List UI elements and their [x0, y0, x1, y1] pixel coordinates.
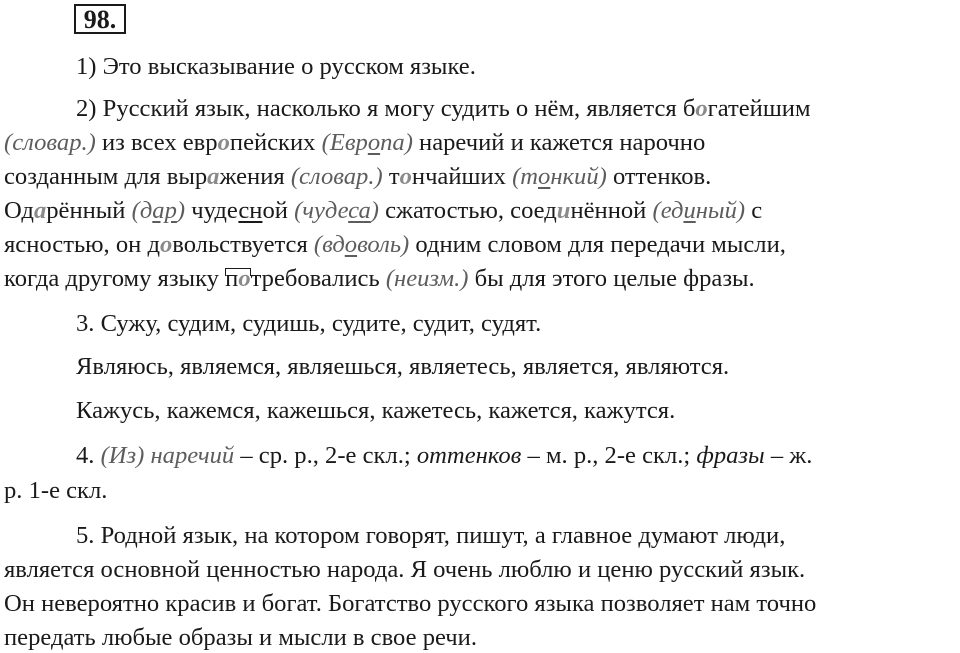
note-part: (ед [652, 197, 684, 224]
word-form: (Из) наречий [100, 442, 235, 469]
check-note [653, 197, 746, 224]
stressed-vowel: о [538, 163, 551, 190]
word-form: оттенков [416, 442, 522, 469]
stressed-vowel: о [344, 231, 358, 258]
highlighted-vowel: а [207, 163, 220, 190]
note-part: ный) [695, 197, 746, 224]
text-segment: наречий и кажется нарочно [412, 129, 706, 156]
text-segment: когда другому языку [4, 265, 226, 292]
text-segment: ой [262, 197, 295, 224]
stressed-vowel: о [367, 129, 381, 156]
answer-3-line-2: Являюсь, являемся, являешься, являетесь, является, являются. [76, 353, 730, 380]
note-part: ) [370, 197, 379, 224]
exercise-number: 98. [74, 4, 126, 34]
highlighted-vowel: о [695, 95, 708, 122]
check-note [512, 163, 607, 190]
text-segment: 4. [76, 442, 101, 469]
text-segment: нённой [570, 197, 653, 224]
text-segment: рённый [46, 197, 132, 224]
text-segment: вольствуется [172, 231, 314, 258]
answer-4-line-2: р. 1-е скл. [4, 477, 108, 504]
text-segment: сжатостью, соед [378, 197, 557, 224]
text-segment: бы для этого целые фразы. [468, 265, 755, 292]
note-part: па) [380, 129, 413, 156]
underlined-part: ар [152, 197, 177, 224]
text-segment: – ж. [764, 442, 813, 469]
note-part: (вд [313, 231, 345, 258]
answer-4-line-1 [76, 441, 812, 471]
note-part: (т [512, 163, 539, 190]
answer-5-line-3: Он невероятно красив и богат. Богатство русского языка позволяет нам точно [4, 590, 817, 617]
text-segment: ясностью, он д [4, 231, 160, 258]
highlighted-vowel: о [217, 129, 230, 156]
text-segment: требовались [250, 265, 386, 292]
answer-5-line-4: передать любые образы и мысли в свое речи. [4, 624, 477, 651]
note-part: (д [131, 197, 153, 224]
answer-2-line-1 [76, 94, 811, 124]
check-note: (неизм.) [385, 265, 469, 292]
answer-2-line-4 [4, 196, 762, 226]
check-note [294, 197, 379, 224]
text-segment: – ср. р., 2-е скл.; [234, 442, 417, 469]
prefix-mark [225, 265, 250, 292]
answer-2-line-6 [4, 264, 755, 294]
answer-1: 1) Это высказывание о русском языке. [76, 53, 476, 80]
check-note: (словар.) [4, 129, 96, 156]
answer-3-line-3: Кажусь, кажемся, кажешься, кажетесь, кажется, кажутся. [76, 397, 676, 424]
highlighted-vowel: а [33, 197, 47, 224]
note-part: (Евр [321, 129, 368, 156]
note-part: (чуде [294, 197, 349, 224]
answer-5-line-2: является основной ценностью народа. Я очень люблю и ценю русский язык. [4, 556, 806, 583]
stressed-vowel: и [683, 197, 696, 224]
answer-5-line-1: 5. Родной язык, на котором говорят, пишут, а главное думают люди, [76, 522, 786, 549]
text-segment: оттенков. [606, 163, 712, 190]
note-part: нкий) [550, 163, 607, 190]
text-segment: 2) Русский язык, насколько я могу судить о нём, является б [76, 95, 696, 122]
highlighted-vowel: и [556, 197, 571, 224]
text-segment: – м. р., 2-е скл.; [521, 442, 697, 469]
text-segment: созданным для выр [4, 163, 208, 190]
text-segment: жения [219, 163, 291, 190]
check-note: (словар.) [290, 163, 383, 190]
text-segment: одним словом для передачи мысли, [409, 231, 786, 258]
answer-2-line-2 [4, 128, 705, 158]
text-segment: Од [4, 197, 34, 224]
answer-2-line-3 [4, 162, 711, 192]
prefix-letter: п [225, 265, 239, 292]
text-segment: пейских [229, 129, 322, 156]
text-segment: гатейшим [707, 95, 811, 122]
underlined-part: са [348, 197, 371, 224]
note-part: воль) [357, 231, 410, 258]
highlighted-vowel: о [238, 265, 251, 292]
text-segment: нчайших [411, 163, 513, 190]
text-segment: из всех евр [95, 129, 218, 156]
note-part: ) [176, 197, 186, 224]
answer-3-line-1: 3. Сужу, судим, судишь, судите, судит, судят. [76, 310, 542, 337]
highlighted-vowel: о [159, 231, 173, 258]
text-segment: чуде [185, 197, 239, 224]
answer-2-line-5 [4, 230, 786, 260]
highlighted-vowel: о [399, 163, 412, 190]
check-note [322, 129, 413, 156]
underlined-part: сн [238, 197, 263, 224]
text-segment: т [382, 163, 400, 190]
word-form: фразы [696, 442, 765, 469]
text-segment: с [745, 197, 763, 224]
check-note [314, 231, 409, 258]
check-note [132, 197, 185, 224]
